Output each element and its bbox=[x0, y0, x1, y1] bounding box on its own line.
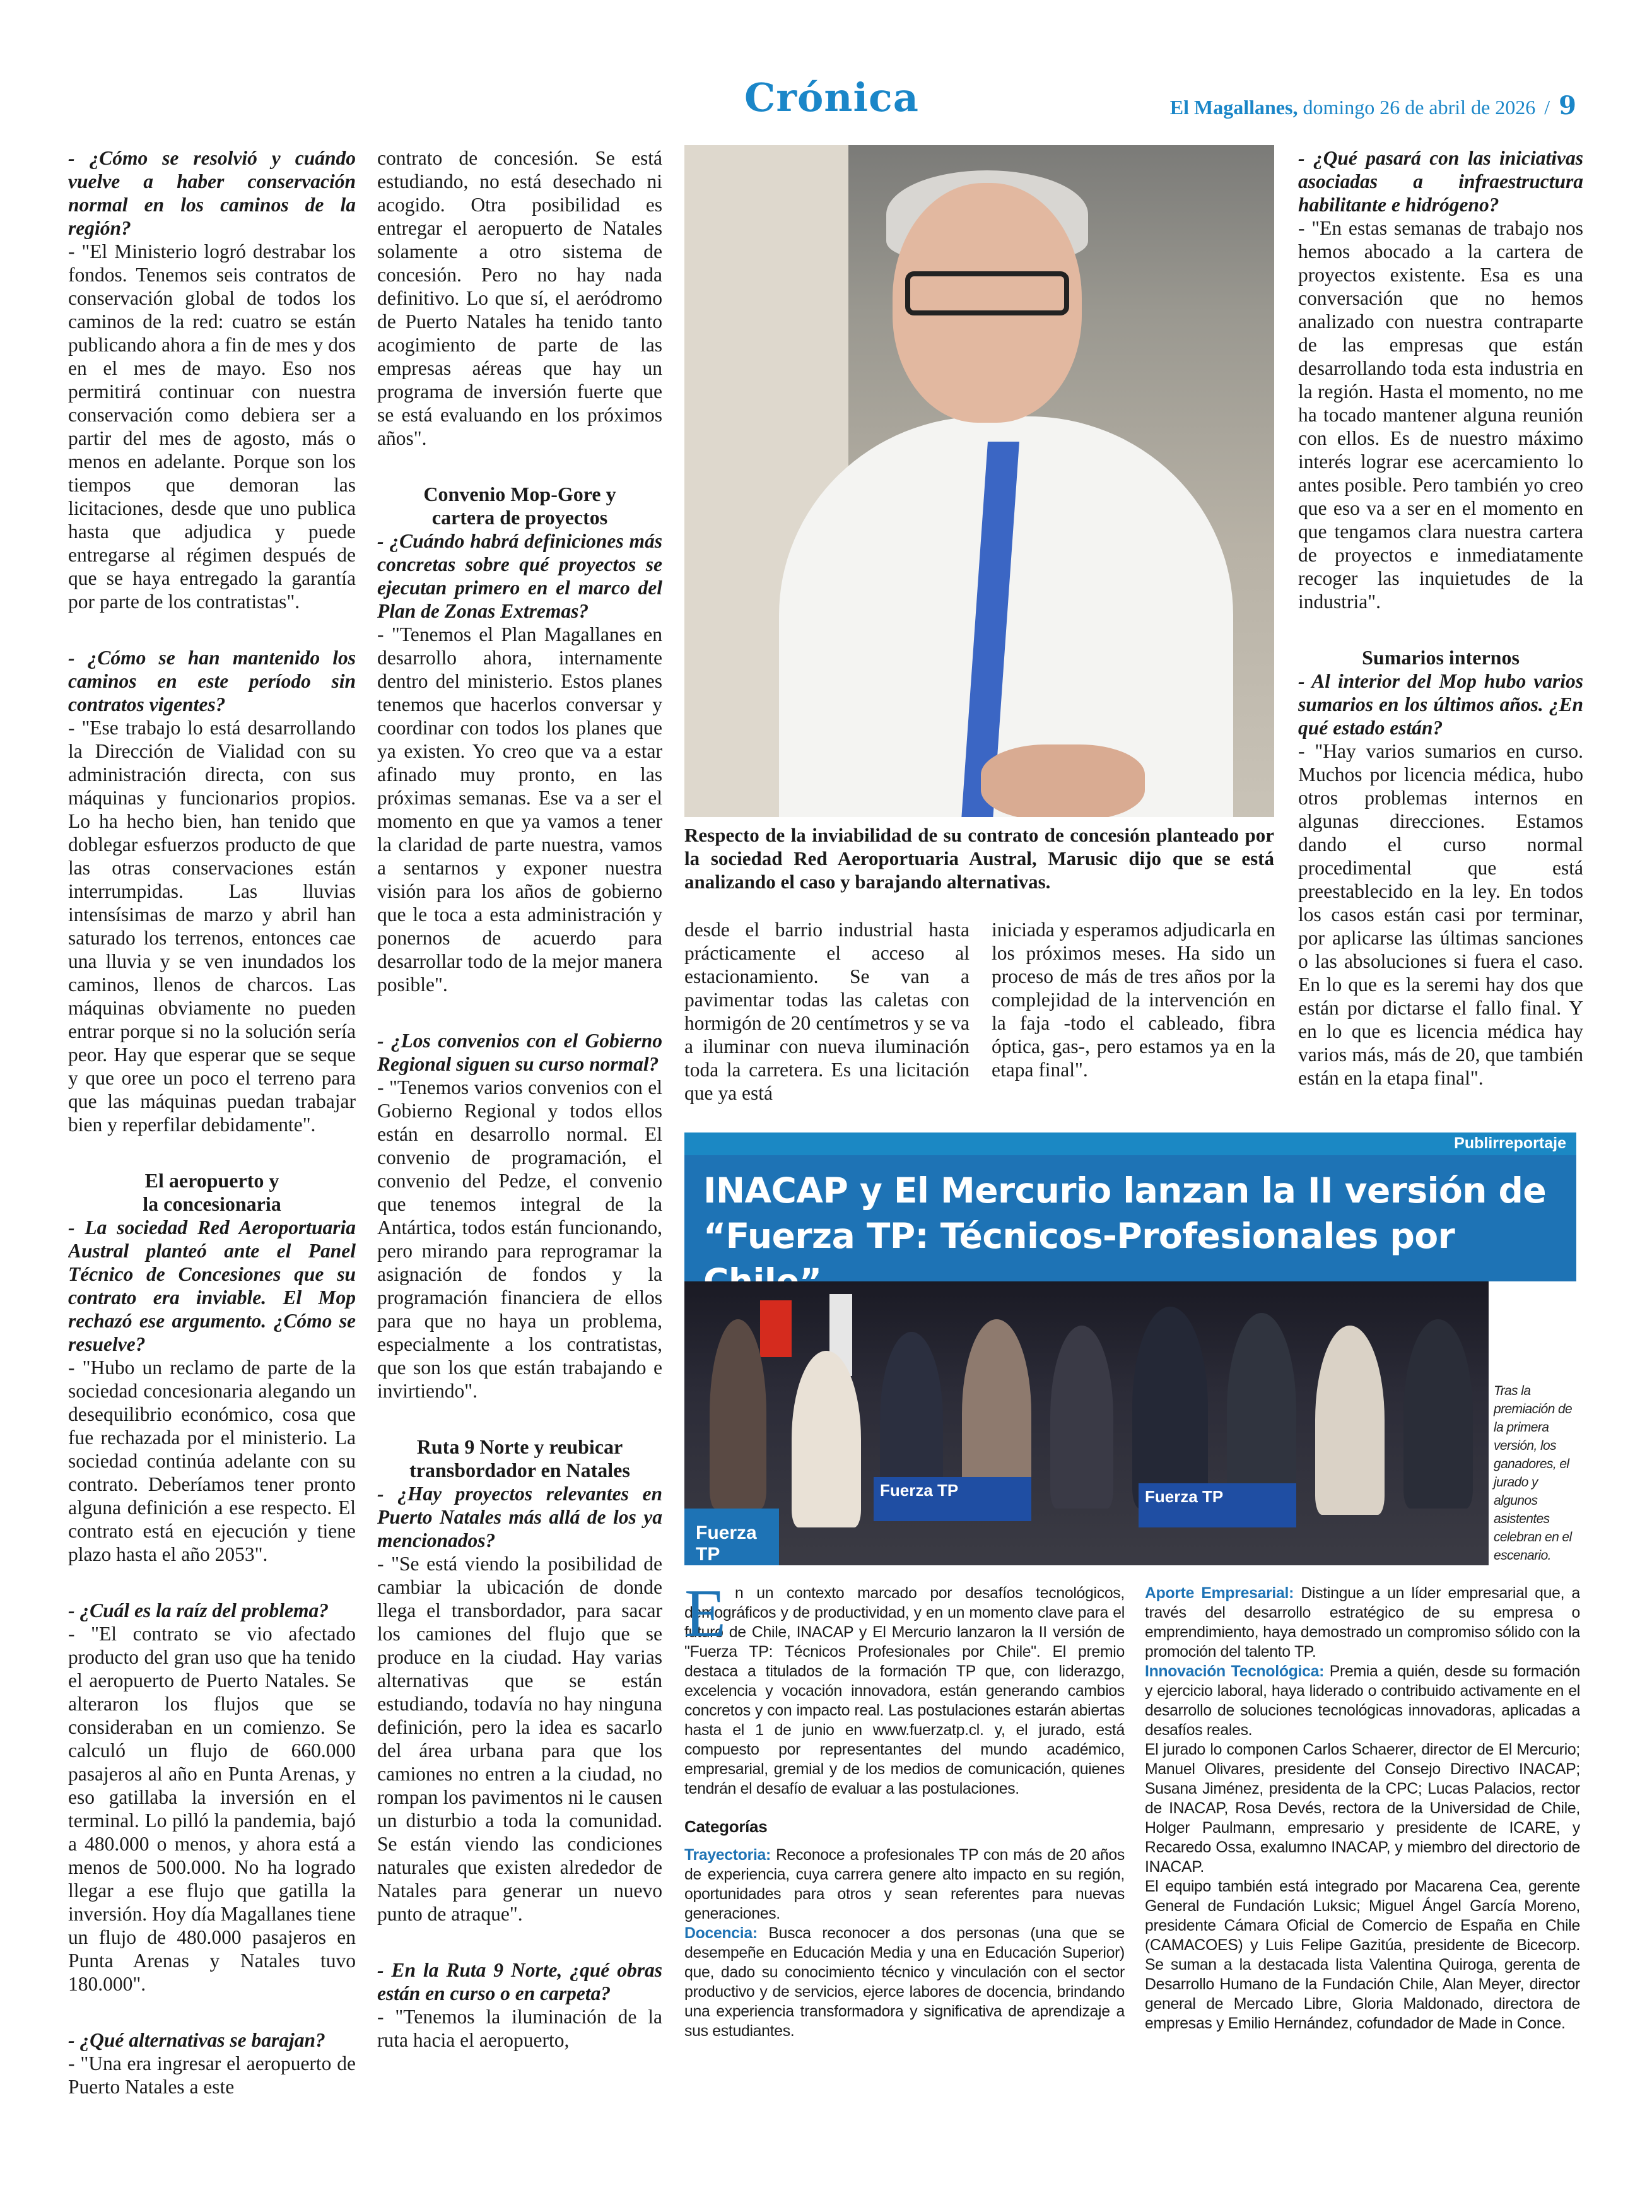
award-banner: Fuerza TP bbox=[1139, 1483, 1296, 1527]
question: - ¿Qué pasará con las iniciativas asociadas a infraestructura habilitante e hidrógeno? bbox=[1298, 147, 1583, 216]
subheading-line: El aeropuerto y bbox=[144, 1169, 279, 1192]
answer: - "Ese trabajo lo está desarrollando la Dirección de Vialidad con su administración directa, con sus máquinas y funcionarios propios. Lo ha hecho bien, han tenido que doblegar esfuerzos producto de que las otras conservaciones están interrumpidas. Las lluvias intensísimas de marzo y abril han saturado los terrenos, entonces cae una lluvia y se ven inundados los caminos, llenos de charcos. Las máquinas obviamente no pueden entrar porque si no la solución sería peor. Hay que esperar que se seque y que oree un poco el terreno para que las máquinas puedan trabajar bien y reperfilar debidamente". bbox=[68, 717, 356, 1136]
subheading-line: Ruta 9 Norte y reubicar bbox=[416, 1435, 623, 1458]
category-term: Docencia: bbox=[684, 1925, 758, 1942]
article-column-3 bbox=[684, 918, 970, 1107]
page-number: 9 bbox=[1559, 91, 1576, 121]
photo-glasses bbox=[905, 271, 1069, 315]
issue-date: domingo 26 de abril de 2026 bbox=[1303, 96, 1536, 119]
pub-intro bbox=[684, 1584, 1125, 1799]
article-column-4 bbox=[992, 918, 1275, 1107]
answer: - "En estas semanas de trabajo nos hemos abocado a la cartera de proyectos existente. Esa es una conversación que no hemos analizado con nuestra contraparte de las empresas que están desarrollando toda esta industria en la región. Hasta el momento, no me ha tocado mantener alguna reunión con ellos. Es de nuestro máximo interés lograr ese acercamiento lo antes posible. Pero también yo creo que eso va a ser en el momento en que tengamos clara nuestra cartera de proyectos e inmediatamente recoger las inquietudes de la industria". bbox=[1298, 217, 1583, 613]
categories-heading: Categorías bbox=[684, 1817, 768, 1836]
question: - ¿Los convenios con el Gobierno Regional siguen su curso normal? bbox=[377, 1030, 662, 1075]
answer: - "El contrato se vio afectado producto del gran uso que ha tenido el aeropuerto de Puerto Natales. Se alteraron los flujos que se consideraban en un comienzo. Se calculó un flujo de 660.000 pasajeros al año en Punta Arenas, y eso gatillaba la inversión en el terminal. Lo pilló la pandemia, bajó a 480.000 o menos, y ahora está a menos de 500.000. No ha logrado llegar a ese flujo que gatilla la inversión. Hoy día Magallanes tiene un flujo de 480.000 pasajeros en Punta Arenas y Natales tuvo 180.000". bbox=[68, 1623, 356, 1995]
answer: contrato de concesión. Se está estudiando, no está desechado ni acogido. Otra posibilidad es entregar el aeropuerto de Natales solamente a otro sistema de concesión. Pero no hay nada definitivo. Lo que sí, el aeródromo de Puerto Natales ha tenido tanto acogimiento de parte de las empresas aéreas que hay un programa de inversión fuerte que se está evaluando en los próximos años". bbox=[377, 147, 662, 449]
photo-person bbox=[710, 1319, 766, 1509]
photo-caption: Respecto de la inviabilidad de su contrato de concesión planteado por la sociedad Red Aeroportuaria Austral, Marusic dijo que se está analizando el caso y barajando alternativas. bbox=[684, 824, 1274, 893]
newspaper-name: El Magallanes, bbox=[1169, 96, 1298, 119]
answer: - "Tenemos varios convenios con el Gobierno Regional y todos ellos están en desarrollo normal. El convenio de programación, el convenio del Pedze, el convenio que tenemos integral de la Antártica, todos están funcionando, pero mirando para reprogramar la asignación de fondos y la programación financiera de ellos para que no haya un problema, especialmente a los contratistas, que son los que están trabajando e invirtiendo". bbox=[377, 1076, 662, 1402]
photo-person bbox=[1050, 1326, 1113, 1509]
category-innovacion bbox=[1145, 1662, 1580, 1740]
answer: - "Tenemos la iluminación de la ruta hacia el aeropuerto, bbox=[377, 2006, 662, 2051]
photo-hand bbox=[981, 744, 1145, 817]
category-text: Busca reconocer a dos personas (una que se desempeñe en Educación Media y una en Educación Superior) que, dado su conocimiento técnico y vinculación con el sector productivo y de servicios, ejerce labores de docencia, brindando una experiencia transformadora y significativa de aprendizaje a sus estudiantes. bbox=[684, 1925, 1125, 2040]
subheading-line: la concesionaria bbox=[143, 1192, 281, 1215]
publirreportaje-band: Publirreportaje bbox=[684, 1132, 1576, 1155]
answer: - "Se está viendo la posibilidad de cambiar la ubicación de donde llega el transbordador, para sacar los camiones del flujo que se produce en la ciudad. Hay varias alternativas que se están estudiando, todavía no hay ninguna definición, pero la idea es sacarlo del área urbana para que los camiones no entren a la ciudad, no rompan los pavimentos ni le causen un disturbio a toda la comunidad. Se están viendo las condiciones naturales que existen alrededor de Natales para generar un nuevo punto de atraque". bbox=[377, 1553, 662, 1925]
article-column-5 bbox=[1298, 146, 1583, 1112]
photo-person bbox=[792, 1351, 861, 1527]
subheading bbox=[377, 483, 662, 529]
publirreportaje-headline bbox=[684, 1155, 1576, 1281]
pub-intro-text: n un contexto marcado por desafíos tecnológicos, demográficos y de productividad, y en un momento clave para el futuro de Chile, INACAP y El Mercurio lanzaron la II versión de "Fuerza TP: Técnicos Profesionales por Chile". El premio destaca a titulados de la formación TP que, con liderazgo, excelencia y vocación innovadora, están generando cambios concretos y con impacto real. Las postulaciones estarán abiertas hasta el 1 de junio en www.fuerzatp.cl. y, el jurado, está compuesto por representantes del mundo académico, empresarial, gremial y de los medios de comunicación, quienes tendrán el desafío de evaluar a las postulaciones. bbox=[684, 1585, 1125, 1797]
drop-cap: E bbox=[684, 1584, 726, 1651]
question: - ¿Qué alternativas se barajan? bbox=[68, 2029, 325, 2051]
subheading bbox=[68, 1169, 356, 1216]
category-trayectoria bbox=[684, 1845, 1125, 1924]
category-term: Aporte Empresarial: bbox=[1145, 1585, 1294, 1602]
folio-separator: / bbox=[1544, 96, 1550, 119]
page-folio bbox=[1170, 91, 1576, 121]
photo-person bbox=[1132, 1307, 1208, 1509]
subheading-line: Convenio Mop-Gore y bbox=[423, 483, 616, 505]
answer: - "Tenemos el Plan Magallanes en desarrollo ahora, internamente dentro del ministerio. Estos planes tenemos que hacerlos conversar y coordinar con todos los planes que ya existen. Yo creo que va a estar afinado muy pronto, en las próximas semanas. Ese va a ser el momento en que ya vamos a tener la claridad de parte nuestra, vamos a sentarnos y exponer nuestra visión para los años de gobierno que le toca a esta administración y ponernos de acuerdo para desarrollar todo de la mejor manera posible". bbox=[377, 623, 662, 996]
article-column-1 bbox=[68, 146, 356, 2175]
subheading-line: transbordador en Natales bbox=[409, 1459, 630, 1481]
photo-flag bbox=[760, 1300, 792, 1357]
question: - ¿Cuál es la raíz del problema? bbox=[68, 1599, 329, 1621]
answer: - "Una era ingresar el aeropuerto de Puerto Natales a este bbox=[68, 2052, 356, 2098]
headline-line-2: “Fuerza TP: Técnicos-Profesionales por bbox=[703, 1216, 1455, 1256]
question: - ¿Cuándo habrá definiciones más concretas sobre qué proyectos se ejecutan primero en el marco del Plan de Zonas Extremas? bbox=[377, 530, 662, 622]
category-text: Distingue a un líder empresarial que, a través del desarrollo estratégico de su empresa o emprendimiento, haya demostrado un compromiso sólido con la promoción del talento TP. bbox=[1145, 1585, 1580, 1661]
fuerza-tp-logo: Fuerza TP bbox=[684, 1509, 779, 1565]
answer: desde el barrio industrial hasta prácticamente el acceso al estacionamiento. Se van a pavimentar todas las caletas con hormigón de 20 centímetros y se va a iluminar con nueva iluminación toda la carretera. Es una licitación que ya está bbox=[684, 919, 970, 1104]
answer: iniciada y esperamos adjudicarla en los próximos meses. Ha sido un proceso de más de tres años por la complejidad de la intervención en la faja -todo el cableado, fibra óptica, gas-, pero estamos ya en la etapa final". bbox=[992, 919, 1275, 1081]
subheading bbox=[377, 1435, 662, 1482]
subheading-line: cartera de proyectos bbox=[431, 506, 608, 529]
publirreportaje-column-right bbox=[1145, 1584, 1580, 2107]
photo-person bbox=[1315, 1326, 1385, 1515]
award-group-photo bbox=[684, 1281, 1489, 1565]
award-banner: Fuerza TP bbox=[874, 1477, 1031, 1521]
interview-photo bbox=[684, 145, 1274, 817]
photo-person bbox=[1227, 1313, 1296, 1509]
category-text: Premia a quién, desde su formación y ejercicio laboral, haya liderado o contribuido activamente en el desarrollo de soluciones tecnológicas innovadoras, aplicadas a desafíos reales. bbox=[1145, 1663, 1580, 1739]
answer: - "El Ministerio logró destrabar los fondos. Tenemos seis contratos de conservación global de todos los caminos de la red: cuatro se están publicando ahora a fin de mes y dos en el mes de mayo. Eso nos permitirá continuar con nuestra conservación como debiera ser a partir del mes de agosto, más o menos en adelante. Porque son los tiempos que demoran las licitaciones, desde que uno publica hasta que adjudica y puede entregarse al régimen después de que se haya entregado la garantía por parte de los contratistas". bbox=[68, 240, 356, 613]
category-term: Trayectoria: bbox=[684, 1847, 771, 1864]
question: - Al interior del Mop hubo varios sumarios en los últimos años. ¿En qué estado están? bbox=[1298, 670, 1583, 739]
question: - ¿Hay proyectos relevantes en Puerto Natales más allá de los ya mencionados? bbox=[377, 1483, 662, 1551]
answer: - "Hubo un reclamo de parte de la sociedad concesionaria alegando un desequilibrio económico, cosa que fue rechazada por el ministerio. La sociedad continúa adelante con su contrato. Deberíamos tener pronto alguna definición a ese respecto. El contrato está en ejecución y tiene plazo hasta el año 2053". bbox=[68, 1356, 356, 1565]
article-column-2 bbox=[377, 146, 662, 2175]
jury-paragraph: El jurado lo componen Carlos Schaerer, director de El Mercurio; Manuel Olivares, presidente del Consejo Directivo INACAP; Susana Jiménez, presidenta de la CPC; Lucas Palacios, rector de INACAP, Rosa Devés, rectora de la Universidad de Chile, Holger Paulmann, empresario y presidente de ICARE, y Recaredo Ossa, exalumno INACAP, y miembro del directorio de INACAP. bbox=[1145, 1741, 1580, 1876]
publirreportaje-column-left bbox=[684, 1584, 1125, 2107]
headline-line-1: INACAP y El Mercurio lanzan la II versión de bbox=[703, 1170, 1547, 1211]
question: - ¿Cómo se han mantenido los caminos en este período sin contratos vigentes? bbox=[68, 647, 356, 715]
award-photo-caption: Tras la premiación de la primera versión, los ganadores, el jurado y algunos asistentes celebran en el escenario. bbox=[1494, 1384, 1573, 1563]
question: - La sociedad Red Aeroportuaria Austral planteó ante el Panel Técnico de Concesiones que su contrato era inviable. El Mop rechazó ese argumento. ¿Cómo se resuelve? bbox=[68, 1216, 356, 1355]
answer: - "Hay varios sumarios en curso. Muchos por licencia médica, hubo otros problemas internos en algunas direcciones. Estamos dando el curso normal procedimental que está preestablecido en la ley. En todos los casos están casi por terminar, por aplicarse las últimas sanciones o las absoluciones si fuera el caso. En lo que es la seremi hay dos que están por dictarse el fallo final. Y en lo que es licencia médica hay varios más, más de 20, que también están en la etapa final". bbox=[1298, 740, 1583, 1089]
category-term: Innovación Tecnológica: bbox=[1145, 1663, 1325, 1680]
category-text: Reconoce a profesionales TP con más de 20 años de experiencia, cuya carrera genere alto impacto en su región, oportunidades para otros y sean referentes para nuevas generaciones. bbox=[684, 1847, 1125, 1922]
question: - En la Ruta 9 Norte, ¿qué obras están en curso o en carpeta? bbox=[377, 1959, 662, 2004]
team-paragraph: El equipo también está integrado por Macarena Cea, gerente General de Fundación Luksic; Miguel Ángel García Moreno, presidente Cámara Oficial de Comercio de España en Chile (CAMACOES) y Luis Felipe Gazitúa, presidente de Bicecorp. Se suman a la destacada lista Valentina Quiroga, gerenta de Desarrollo Humano de la Fundación Chile, Alan Meyer, director general de Mercado Libre, Gloria Maldonado, directora de empresas y Emilio Hernández, cofundador de Made in Conce. bbox=[1145, 1878, 1580, 2032]
photo-person bbox=[1403, 1319, 1473, 1509]
category-docencia bbox=[684, 1924, 1125, 2041]
category-aporte bbox=[1145, 1584, 1580, 1662]
subheading: Sumarios internos bbox=[1362, 646, 1520, 669]
section-title: Crónica bbox=[744, 74, 919, 121]
question: - ¿Cómo se resolvió y cuándo vuelve a haber conservación normal en los caminos de la región? bbox=[68, 147, 356, 239]
